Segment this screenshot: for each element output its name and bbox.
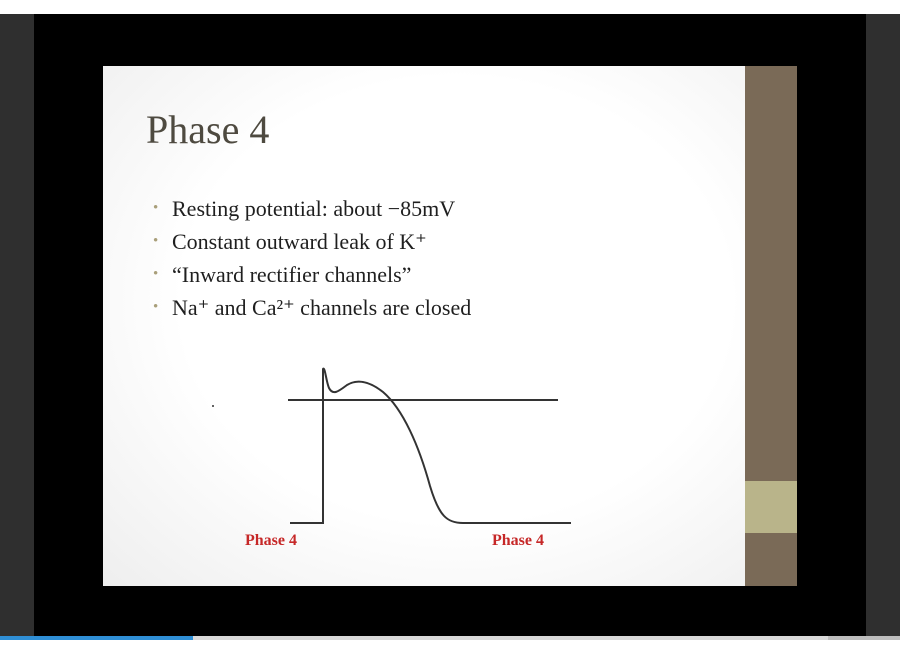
bullet-text: “Inward rectifier channels” bbox=[172, 262, 412, 287]
presentation-slide bbox=[103, 66, 745, 586]
right-margin bbox=[866, 14, 900, 636]
video-progress-bar[interactable] bbox=[0, 636, 900, 640]
left-margin bbox=[0, 14, 34, 636]
video-progress-fill bbox=[0, 636, 193, 640]
phase-label-right: Phase 4 bbox=[492, 532, 544, 549]
bullet-icon: • bbox=[153, 266, 159, 282]
phase-label-left: Phase 4 bbox=[245, 532, 297, 549]
top-bar bbox=[0, 0, 900, 14]
action-potential-diagram bbox=[103, 66, 745, 586]
slide-side-band bbox=[745, 66, 797, 586]
slide-title: Phase 4 bbox=[146, 107, 270, 152]
bullet-text: Constant outward leak of K⁺ bbox=[172, 229, 427, 254]
bullet-icon: • bbox=[153, 299, 159, 315]
bullet-text: Resting potential: about −85mV bbox=[172, 196, 456, 221]
bullet-icon: • bbox=[153, 200, 159, 216]
stray-mark bbox=[212, 405, 214, 407]
bullet-icon: • bbox=[153, 233, 159, 249]
action-potential-curve bbox=[290, 369, 571, 523]
video-progress-buffer bbox=[828, 636, 900, 640]
slide-band-accent bbox=[745, 481, 797, 533]
bullet-text: Na⁺ and Ca²⁺ channels are closed bbox=[172, 295, 472, 320]
